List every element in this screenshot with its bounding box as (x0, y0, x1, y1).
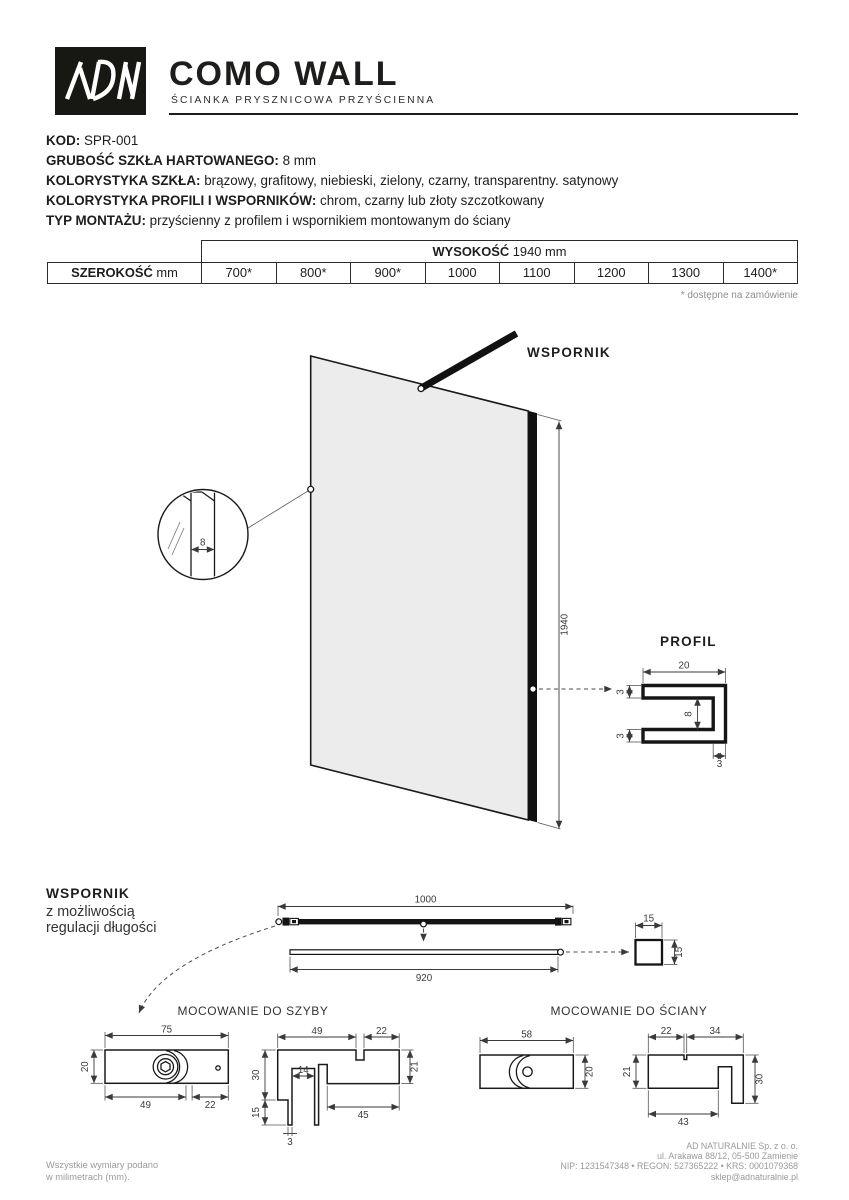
spec-row-kolor-profili: KOLORYSTYKA PROFILI I WSPORNIKÓW: chrom, czarny lub złoty szczotkowany (46, 193, 545, 208)
rod-max-length-label: 1000 (414, 894, 437, 906)
gm-top-height-label: 20 (79, 1061, 91, 1073)
glass-thickness-detail (158, 488, 248, 581)
spec-row-kod: KOD: SPR-001 (46, 133, 139, 148)
wm-side-top-a-label: 22 (660, 1025, 672, 1037)
company-name: AD NATURALNIE Sp. z o. o. (686, 1141, 798, 1151)
width-cell: 1100 (500, 262, 575, 284)
width-cell: 700* (202, 262, 277, 284)
company-registry: NIP: 1231547348 • REGON: 527365222 • KRS: 0001079368 (560, 1161, 798, 1172)
adn-logo-icon (55, 47, 146, 115)
bracket-rod-drawing (139, 895, 685, 1014)
profile-title: PROFIL (660, 634, 717, 649)
gm-side-right-label: 21 (409, 1061, 421, 1073)
panel-edge-profile (528, 411, 537, 822)
brand-logo (55, 47, 146, 115)
bracket-title: WSPORNIK (46, 886, 130, 901)
wm-side-left-label: 21 (621, 1066, 633, 1078)
width-header-cell: SZEROKOŚĆ mm (48, 262, 202, 284)
gm-side-top-a-label: 49 (311, 1025, 323, 1037)
wm-top-width-label: 58 (521, 1029, 533, 1041)
wm-side-bottom-label: 43 (677, 1117, 689, 1128)
width-cell: 1300 (649, 262, 724, 284)
page-title: COMO WALL (169, 55, 399, 93)
wm-top-height-label: 20 (584, 1066, 596, 1078)
wm-side-top-b-label: 34 (709, 1025, 721, 1037)
rod-cross-height-label: 15 (674, 946, 685, 958)
width-cell: 800* (276, 262, 351, 284)
rod-min-length-label: 920 (415, 973, 433, 984)
width-cell: 1200 (574, 262, 649, 284)
glass-mount-drawing (80, 1004, 421, 1148)
glass-mount-title: MOCOWANIE DO SZYBY (177, 1004, 329, 1018)
size-table (47, 240, 798, 284)
profile-slot-label: 8 (683, 711, 695, 717)
wall-mount-drawing (480, 1003, 766, 1128)
rod-cross-width-label: 15 (643, 913, 655, 925)
spec-row-typ-montazu: TYP MONTAŻU: przyścienny z profilem i wspornikiem montowanym do ściany (46, 213, 511, 228)
height-dim-label: 1940 (559, 613, 571, 636)
product-specs (46, 131, 618, 231)
profile-detail-drawing (616, 634, 726, 770)
width-cell: 1000 (425, 262, 500, 284)
gm-side-bottom-label: 45 (357, 1110, 369, 1121)
profile-wall-label: 3 (716, 759, 723, 770)
width-cell: 900* (351, 262, 426, 284)
header-divider (169, 113, 798, 115)
profile-flange-top-label: 3 (615, 689, 627, 695)
availability-note: * dostępne na zamówienie (680, 290, 798, 301)
profile-flange-bottom-label: 3 (615, 733, 627, 739)
bracket-subtitle-2: regulacji długości (46, 920, 157, 937)
bracket-subtitle-1: z możliwością (46, 904, 135, 920)
bracket-rod (421, 334, 517, 389)
gm-side-left-b-label: 15 (250, 1107, 262, 1118)
dimensions-note: Wszystkie wymiary podano w milimetrach (mm). (46, 1160, 159, 1182)
wm-side-right-label: 30 (754, 1073, 766, 1085)
gm-side-top-b-label: 22 (376, 1025, 387, 1037)
gm-top-width-label: 75 (161, 1024, 173, 1036)
spec-row-kolor-szkla: KOLORYSTYKA SZKŁA: brązowy, grafitowy, niebieski, zielony, czarny, transparentny. satynowy (46, 173, 619, 188)
gm-top-seg-a-label: 49 (140, 1100, 151, 1111)
page-subtitle: ŚCIANKA PRYSZNICOWA PRZYŚCIENNA (171, 95, 436, 106)
bracket-callout-label: WSPORNIK (527, 345, 611, 360)
spec-row-grubosc: GRUBOŚĆ SZKŁA HARTOWANEGO: 8 mm (46, 153, 317, 168)
table-blank-cell (48, 241, 202, 263)
company-address: ul. Arakawa 88/12, 05-500 Zamienie (657, 1151, 798, 1162)
glass-thickness-label: 8 (199, 537, 206, 549)
gm-side-left-a-label: 30 (250, 1069, 262, 1081)
company-email: sklep@adnaturalnie.pl (710, 1171, 798, 1182)
height-header-cell: WYSOKOŚĆ 1940 mm (202, 241, 798, 263)
profile-width-label: 20 (678, 660, 690, 672)
glass-panel-drawing (158, 334, 612, 830)
gm-top-seg-b-label: 22 (204, 1100, 216, 1111)
technical-drawings (0, 315, 849, 1160)
wall-mount-title: MOCOWANIE DO ŚCIANY (550, 1004, 708, 1018)
gm-leg-thickness-label: 3 (287, 1137, 293, 1148)
gm-slot-width-label: 14 (297, 1065, 309, 1076)
company-info (561, 1141, 799, 1182)
width-cell: 1400* (723, 262, 798, 284)
